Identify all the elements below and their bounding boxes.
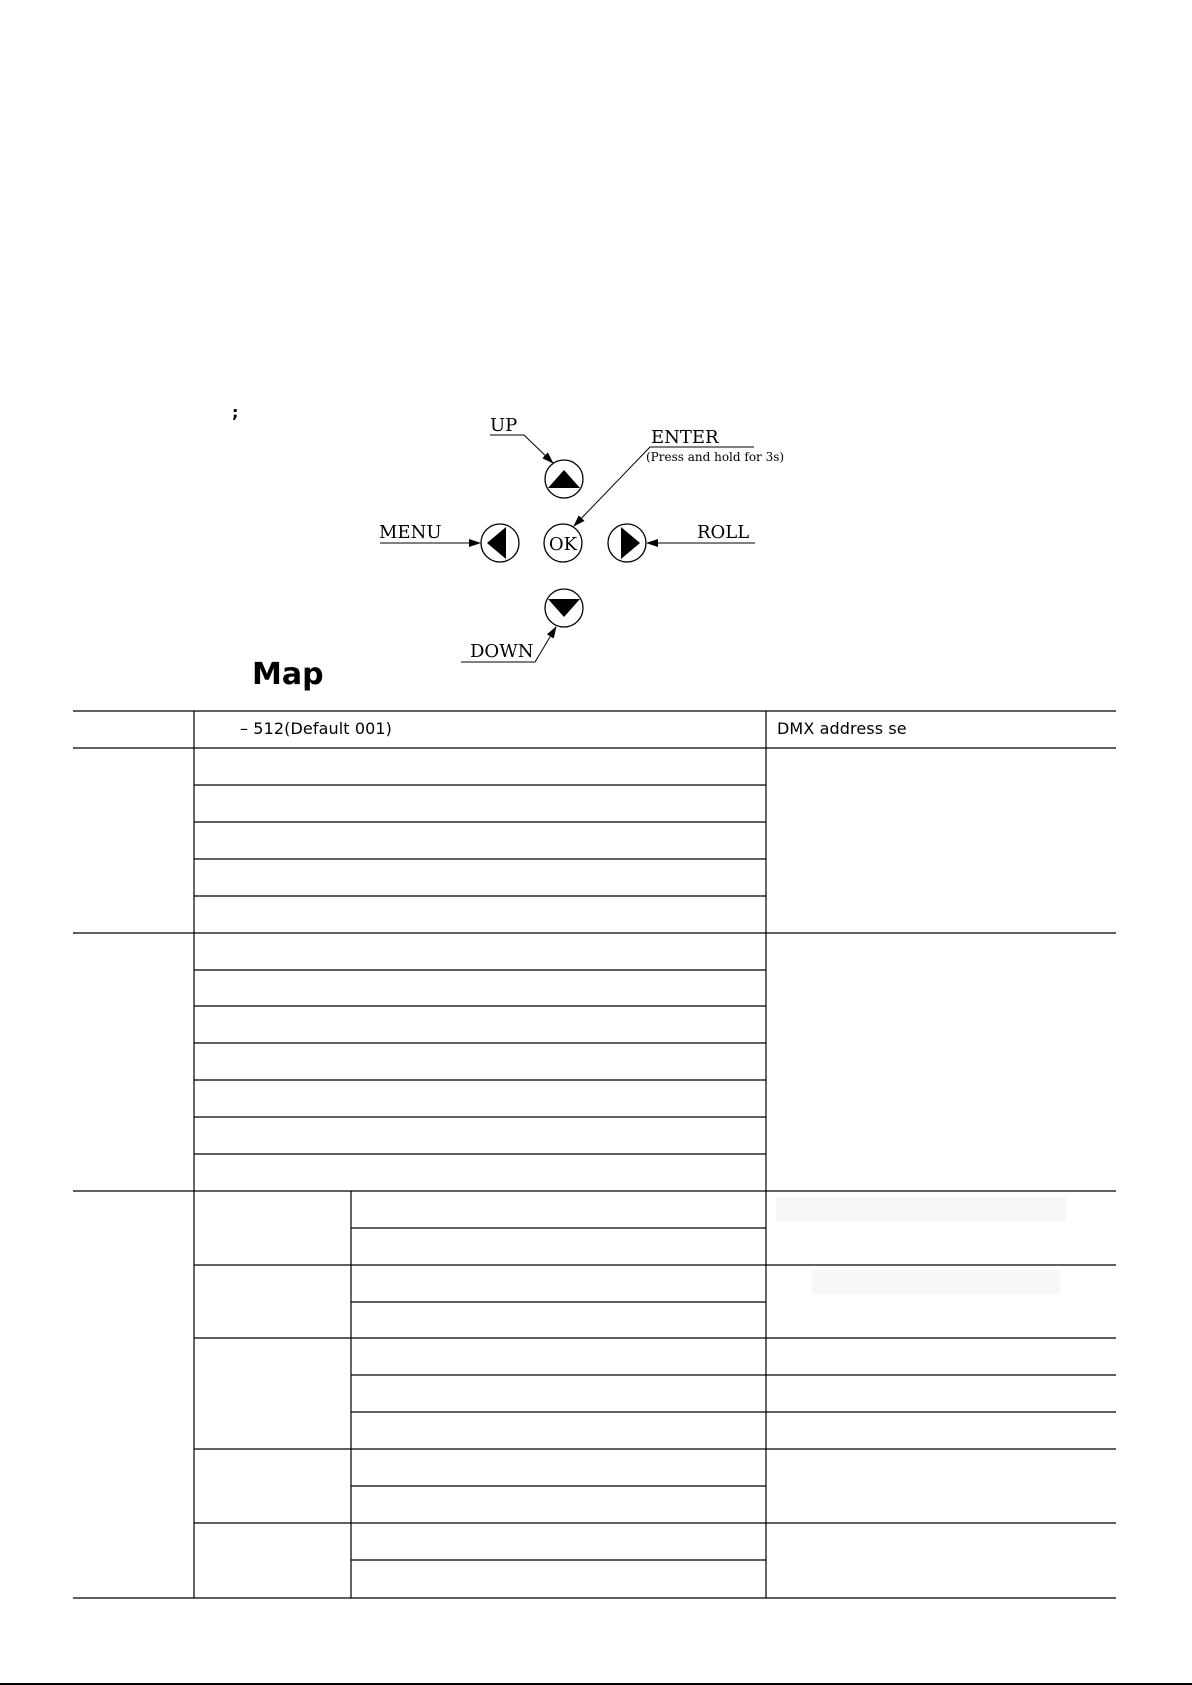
menu-label: MENU: [379, 522, 442, 543]
down-label: DOWN: [470, 641, 534, 662]
section-heading: Map: [252, 657, 324, 692]
roll-label: ROLL: [697, 522, 750, 543]
text-fragment: ;: [232, 403, 239, 422]
enter-label: ENTER: [651, 427, 719, 448]
enter-note: (Press and hold for 3s): [646, 450, 785, 464]
dmx-range-cell: – 512(Default 001): [240, 719, 392, 738]
dmx-description-cell: DMX address se: [777, 719, 907, 738]
ok-label: OK: [548, 534, 578, 555]
up-label: UP: [490, 415, 518, 436]
